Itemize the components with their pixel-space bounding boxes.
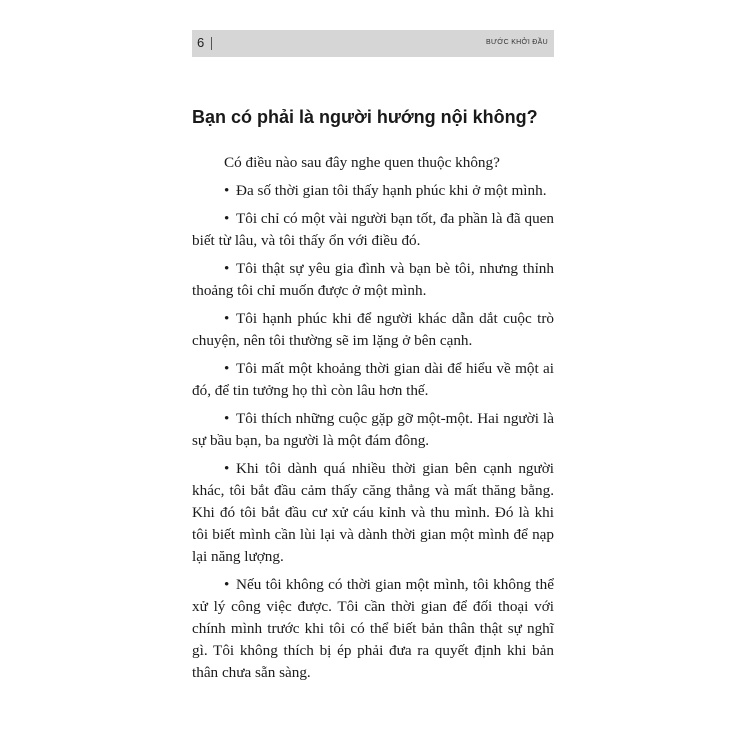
bullet-icon: • <box>224 576 230 593</box>
list-item-text: Tôi mất một khoảng thời gian dài để hiểu về một ai đó, để tin tưởng họ thì còn lâu hơn thế. <box>192 360 554 399</box>
section-title: Bạn có phải là người hướng nội không? <box>192 107 538 127</box>
header-divider <box>211 37 212 50</box>
list-item <box>192 458 554 568</box>
bullet-icon: • <box>224 310 230 327</box>
body-text <box>192 152 554 690</box>
list-item <box>192 258 554 302</box>
list-item-text: Tôi chỉ có một vài người bạn tốt, đa phần là đã quen biết từ lâu, và tôi thấy ổn với điều đó. <box>192 210 554 249</box>
bullet-icon: • <box>224 360 230 377</box>
list-item <box>192 208 554 252</box>
list-item-text: Khi tôi dành quá nhiều thời gian bên cạnh người khác, tôi bắt đầu cảm thấy căng thẳng và mất thăng bằng. Khi đó tôi bắt đầu cư xử cáu kỉnh và thu mình. Đó là khi tôi biết mình cần lùi lại và dành thời gian một mình để nạp lại năng lượng. <box>192 460 554 565</box>
list-item <box>192 408 554 452</box>
list-item-text: Đa số thời gian tôi thấy hạnh phúc khi ở một mình. <box>236 182 547 199</box>
list-item-text: Tôi thật sự yêu gia đình và bạn bè tôi, nhưng thỉnh thoảng tôi chỉ muốn được ở một mình. <box>192 260 554 299</box>
bullet-icon: • <box>224 210 230 227</box>
list-item <box>192 308 554 352</box>
book-page <box>192 30 554 720</box>
list-item <box>192 574 554 684</box>
list-item-text: Tôi thích những cuộc gặp gỡ một-một. Hai người là sự bầu bạn, ba người là một đám đông. <box>192 410 554 449</box>
list-item-text: Tôi hạnh phúc khi để người khác dẫn dắt cuộc trò chuyện, nên tôi thường sẽ im lặng ở bên cạnh. <box>192 310 554 349</box>
bullet-icon: • <box>224 260 230 277</box>
chapter-title: BƯỚC KHỞI ĐẦU <box>486 39 548 46</box>
bullet-icon: • <box>224 460 230 477</box>
page-header <box>192 30 554 57</box>
bullet-icon: • <box>224 182 230 199</box>
list-item-text: Nếu tôi không có thời gian một mình, tôi không thể xử lý công việc được. Tôi cần thời gian để đối thoại với chính mình trước khi tôi có thể biết bản thân thật sự nghĩ gì. Tôi không thích bị ép phải đưa ra quyết định khi bản thân chưa sẵn sàng. <box>192 576 554 681</box>
page-number: 6 <box>197 35 205 50</box>
intro-paragraph: Có điều nào sau đây nghe quen thuộc không? <box>224 154 500 171</box>
list-item <box>192 358 554 402</box>
list-item <box>192 180 554 202</box>
bullet-icon: • <box>224 410 230 427</box>
